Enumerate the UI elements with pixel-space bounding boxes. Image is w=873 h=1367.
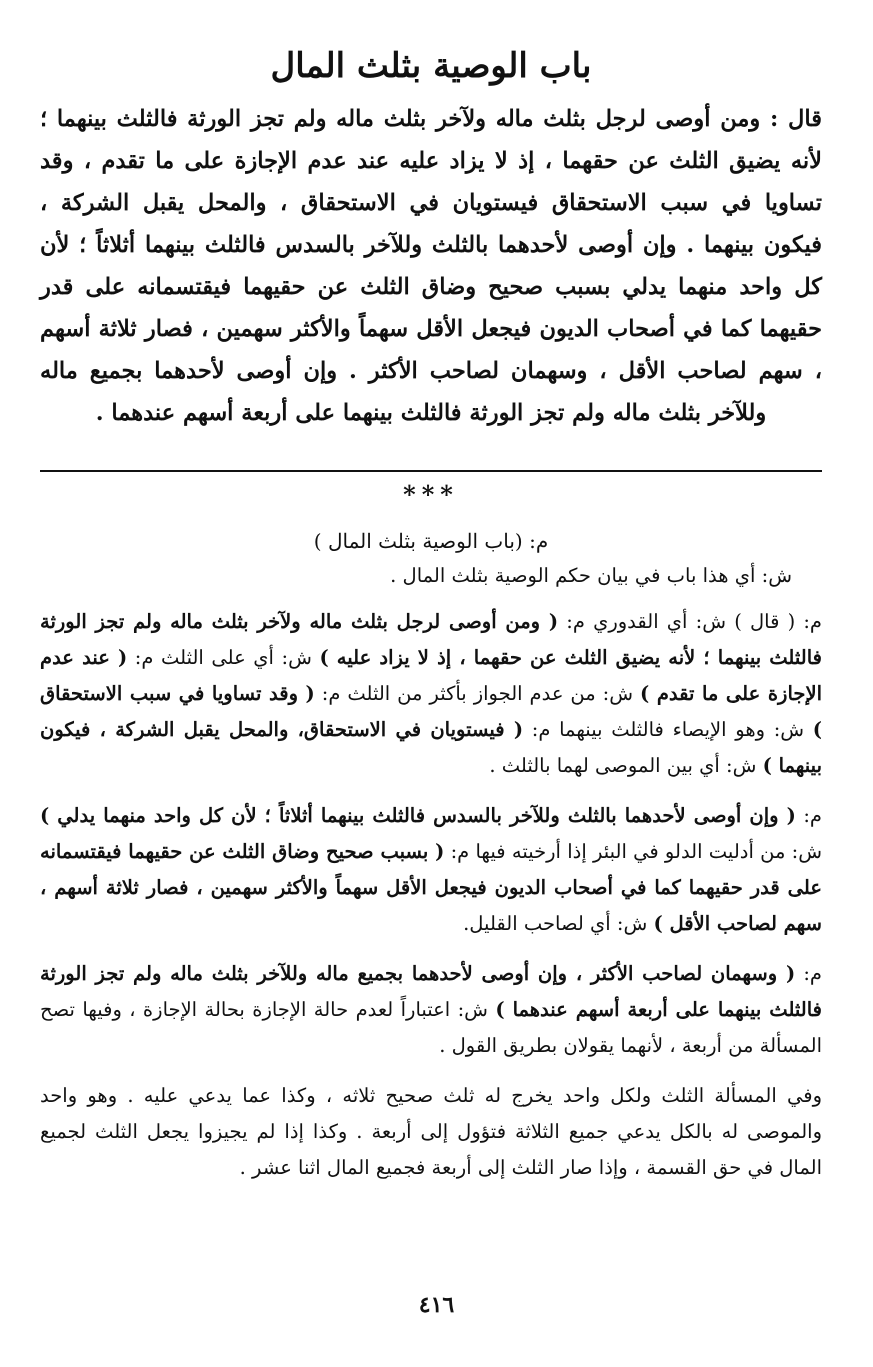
- quoted-matn-segment: ( عند عدم الإجازة على ما تقدم ): [40, 646, 822, 706]
- commentary-intro: ش: أي هذا باب في بيان حكم الوصية بثلث المال .: [390, 564, 792, 588]
- commentary-segment: ش: من أدليت الدلو في البئر إذا أرخيته فيها م:: [444, 840, 823, 864]
- quoted-matn-segment: ( وسهمان لصاحب الأكثر ، وإن أوصى لأحدهما بجميع ماله وللآخر بثلث ماله ولم تجز الورثة فالثلث بينهما على أربعة أسهم عندهما ): [40, 962, 822, 1022]
- commentary-segment: ش: أي لصاحب القليل.: [463, 912, 654, 936]
- quoted-matn-segment: ( بسبب صحيح وضاق الثلث عن حقيهما فيقتسمانه على قدر حقيهما كما في أصحاب الديون فيجعل الأقل سهماً والأكثر سهمين ، فصار ثلاثة أسهم ، سهم لصاحب الأقل ): [40, 840, 822, 936]
- commentary-paragraph-1: [40, 604, 822, 784]
- commentary-segment: م:: [795, 804, 823, 828]
- commentary-paragraph-3: [40, 956, 822, 1064]
- page-number: ٤١٦: [418, 1292, 455, 1318]
- commentary-segment: ش: وهو الإيصاء فالثلث بينهما م:: [523, 718, 813, 742]
- commentary-segment: ش: أي بين الموصى لهما بالثلث .: [489, 754, 763, 778]
- commentary-paragraph-2: [40, 798, 822, 942]
- commentary-segment: م: ( قال ) ش: أي القدوري م:: [558, 610, 822, 634]
- commentary-segment: ش: اعتباراً لعدم حالة الإجازة بحالة الإجازة ، وفيها تصح المسألة من أربعة ، لأنهما يقولان بطريق القول .: [40, 998, 822, 1058]
- commentary-segment: ش: أي على الثلث م:: [127, 646, 320, 670]
- separator-stars: ***: [403, 480, 459, 510]
- chapter-title: باب الوصية بثلث المال: [270, 46, 592, 86]
- quoted-matn-segment: ( وإن أوصى لأحدهما بالثلث وللآخر بالسدس فالثلث بينهما أثلاثاً ؛ لأن كل واحد منهما يدلي ): [40, 804, 796, 828]
- section-divider: [40, 470, 822, 472]
- quoted-matn-segment: ( ومن أوصى لرجل بثلث ماله ولآخر بثلث ماله ولم تجز الورثة فالثلث بينهما ؛ لأنه يضيق الثلث عن حقهما ، إذ لا يزاد عليه ): [40, 610, 822, 670]
- matn-text: قال : ومن أوصى لرجل بثلث ماله ولآخر بثلث ماله ولم تجز الورثة فالثلث بينهما ؛ لأنه يضيق الثلث عن حقهما ، إذ لا يزاد عليه عند عدم الإجازة على ما تقدم ، وقد تساويا في سبب الاستحقاق فيستويان في الاستحقاق ، والمحل يقبل الشركة ، فيكون بينهما . وإن أوصى لأحدهما بالثلث وللآخر بالسدس فالثلث بينهما أثلاثاً ؛ لأن كل واحد منهما يدلي بسبب صحيح وضاق الثلث عن حقيهما فيقتسمانه على قدر حقيهما كما في أصحاب الديون فيجعل الأقل سهماً والأكثر سهمين ، فصار ثلاثة أسهم ، سهم لصاحب الأقل ، وسهمان لصاحب الأكثر . وإن أوصى لأحدهما بجميع ماله وللآخر بثلث ماله ولم تجز الورثة فالثلث بينهما على أربعة أسهم عندهما .: [40, 106, 822, 427]
- commentary-heading: م: (باب الوصية بثلث المال ): [313, 529, 549, 554]
- commentary-segment: م:: [795, 962, 823, 986]
- quoted-matn-segment: ( وقد تساويا في سبب الاستحقاق ): [40, 682, 822, 742]
- document-page: [40, 44, 822, 1200]
- quoted-matn-segment: ( فيستويان في الاستحقاق، والمحل يقبل الشركة ، فيكون بينهما ): [40, 718, 822, 778]
- commentary-segment: ش: من عدم الجواز بأكثر من الثلث م:: [314, 682, 641, 706]
- commentary-paragraph-4: وفي المسألة الثلث ولكل واحد يخرج له ثلث صحيح ثلاثه ، وكذا عما يدعي عليه . وهو واحد والموصى له بالكل يدعي جميع الثلاثة فتؤول إلى أربعة . وكذا إذا لم يجيزوا يجعل الثلث لجميع المال في حق القسمة ، وإذا صار الثلث إلى أربعة فجميع المال اثنا عشر .: [40, 1084, 822, 1180]
